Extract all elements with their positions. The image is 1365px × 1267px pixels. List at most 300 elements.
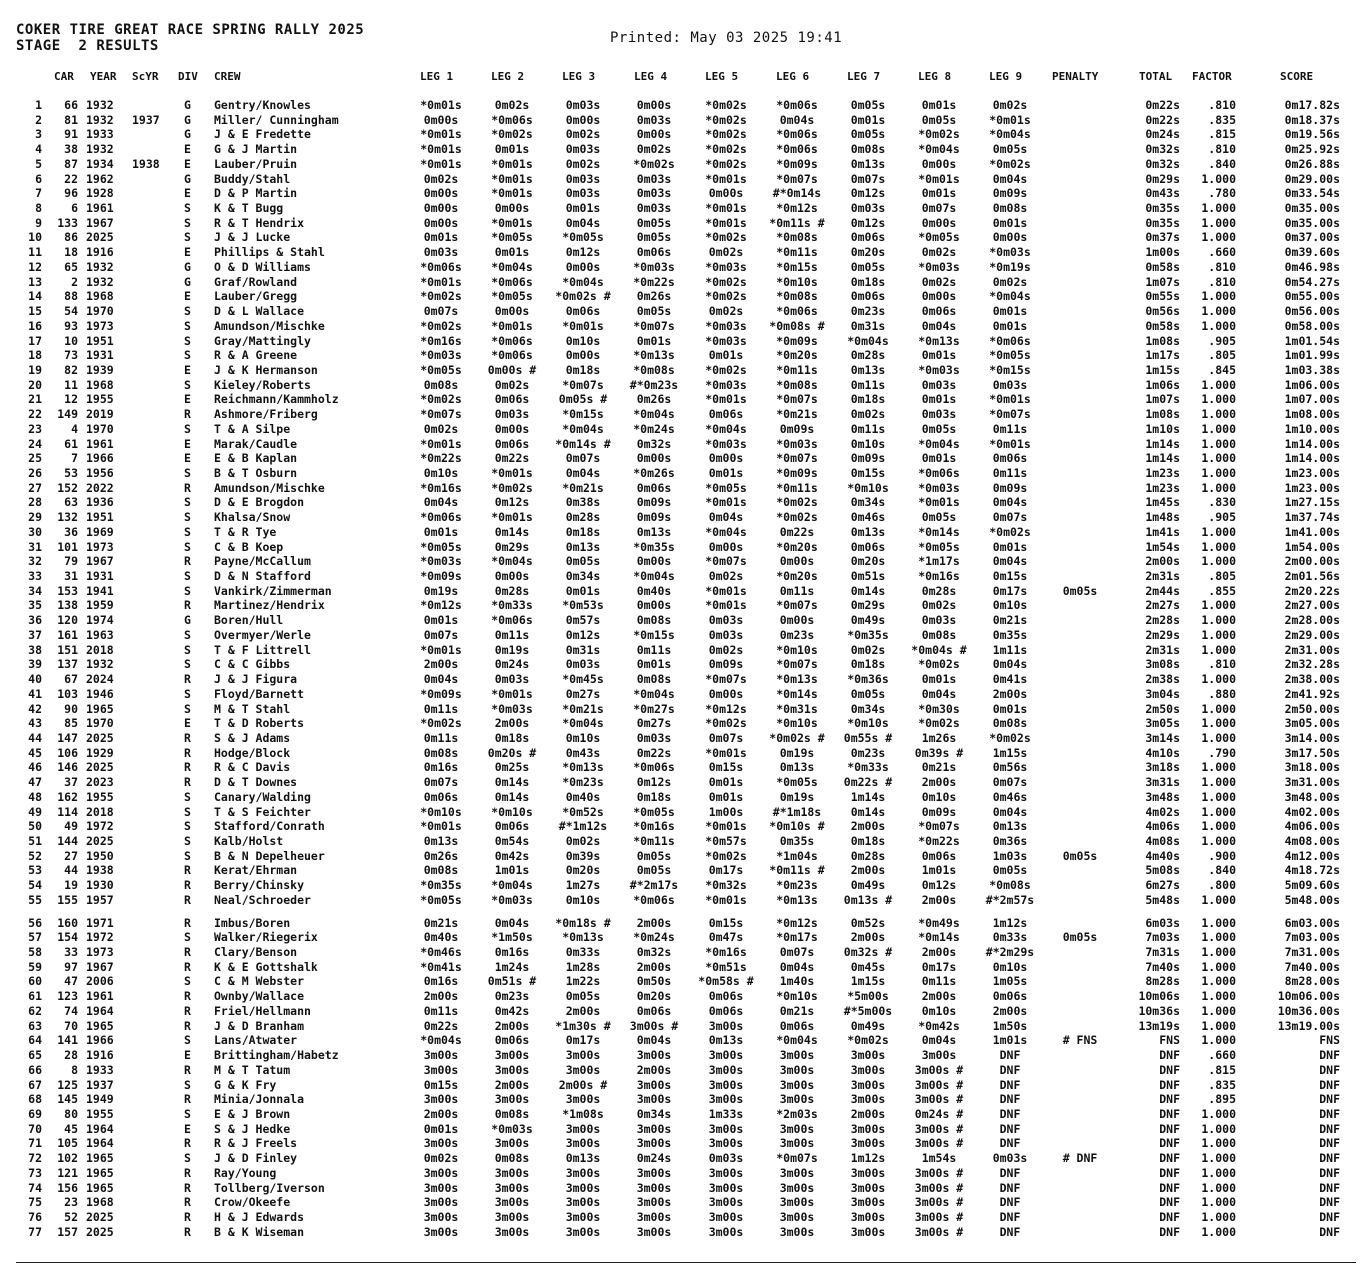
cell-factor: 1.000	[1201, 775, 1236, 790]
cell-place: 20	[28, 377, 42, 392]
cell-leg6: *0m07s	[776, 598, 818, 613]
cell-leg2: 0m06s	[494, 436, 530, 451]
cell-leg7: 2m00s	[850, 930, 886, 945]
cell-leg1: 3m00s	[423, 1062, 459, 1077]
cell-leg6: *0m13s	[776, 892, 818, 907]
cell-leg4: 0m01s	[636, 657, 672, 672]
cell-total: 6m03s	[1145, 915, 1180, 930]
cell-total: 1m07s	[1145, 392, 1180, 407]
cell-leg7: 0m02s	[850, 642, 886, 657]
cell-total: DNF	[1159, 1180, 1180, 1195]
cell-leg3: 0m20s	[565, 863, 601, 878]
cell-leg1: 2m00s	[423, 989, 459, 1004]
cell-leg6: *0m14s	[776, 686, 818, 701]
cell-div: R	[184, 672, 191, 687]
cell-total: DNF	[1159, 1165, 1180, 1180]
cell-total: 2m29s	[1145, 627, 1180, 642]
cell-leg7: 0m45s	[850, 959, 886, 974]
cell-car: 138	[57, 598, 78, 613]
cell-car: 153	[57, 583, 78, 598]
cell-leg7: 0m51s	[850, 569, 886, 584]
cell-place: 50	[28, 819, 42, 834]
cell-place: 22	[28, 407, 42, 422]
cell-car: 91	[64, 127, 78, 142]
cell-year: 1969	[86, 524, 114, 539]
cell-place: 7	[35, 186, 42, 201]
cell-leg9: DNF	[999, 1195, 1021, 1210]
cell-leg5: 0m02s	[708, 642, 744, 657]
cell-leg3: 0m01s	[565, 583, 601, 598]
cell-leg5: 3m00s	[708, 1048, 744, 1063]
cell-leg5: 3m00s	[708, 1018, 744, 1033]
cell-year: 1966	[86, 1033, 114, 1048]
cell-leg8: *0m16s	[918, 569, 960, 584]
col-leg6: LEG 6	[776, 70, 810, 83]
cell-leg4: 3m00s	[636, 1165, 672, 1180]
cell-total: 1m10s	[1145, 421, 1180, 436]
cell-leg6: 3m00s	[779, 1180, 815, 1195]
cell-place: 17	[28, 333, 42, 348]
cell-factor: .790	[1208, 745, 1236, 760]
cell-factor: 1.000	[1201, 466, 1236, 480]
cell-leg2: 0m19s	[494, 642, 530, 657]
cell-leg3: 0m03s	[565, 98, 601, 112]
cell-crew: Lans/Atwater	[214, 1033, 298, 1048]
cell-total: 3m14s	[1145, 730, 1180, 745]
cell-leg4: 3m00s	[636, 1180, 672, 1195]
cell-leg1: 0m00s	[423, 186, 459, 201]
cell-leg2: *0m06s	[491, 274, 533, 289]
cell-leg9: 1m50s	[992, 1018, 1028, 1033]
cell-leg3: *0m02s #	[555, 289, 611, 304]
cell-year: 1965	[86, 1151, 114, 1166]
cell-div: G	[184, 613, 191, 628]
cell-factor: 1.000	[1201, 945, 1236, 960]
col-leg4: LEG 4	[634, 70, 668, 83]
cell-place: 21	[28, 392, 42, 407]
cell-leg1: *0m35s	[420, 878, 462, 893]
cell-leg2: 0m08s	[494, 1106, 530, 1121]
cell-leg7: 0m03s	[850, 201, 886, 216]
cell-year: 2025	[86, 834, 114, 848]
cell-leg9: 0m01s	[992, 701, 1028, 716]
cell-place: 61	[28, 989, 42, 1004]
cell-leg2: 0m16s	[494, 945, 530, 960]
cell-crew: Lauber/Gregg	[214, 289, 298, 304]
cell-div: R	[184, 1092, 191, 1107]
cell-leg8: 1m26s	[921, 730, 957, 745]
cell-leg9: DNF	[999, 1180, 1021, 1195]
cell-score: 0m35.00s	[1284, 201, 1340, 216]
cell-leg1: 0m07s	[423, 304, 459, 319]
cell-score: 1m01.99s	[1284, 348, 1340, 363]
cell-car: 85	[64, 716, 78, 731]
cell-leg8: 0m04s	[921, 1033, 957, 1048]
cell-leg7: 0m20s	[850, 554, 886, 569]
cell-leg6: *0m17s	[776, 930, 818, 945]
cell-crew: M & T Tatum	[214, 1062, 291, 1077]
col-leg1: LEG 1	[420, 70, 454, 83]
cell-place: 27	[28, 480, 42, 495]
cell-leg3: *1m30s #	[555, 1018, 611, 1033]
cell-leg4: *0m07s	[633, 318, 675, 333]
cell-leg4: 3m00s	[636, 1224, 672, 1239]
cell-div: R	[184, 1180, 191, 1195]
cell-leg3: 0m00s	[565, 348, 601, 363]
cell-crew: Canary/Walding	[214, 789, 311, 804]
cell-car: 18	[64, 245, 78, 260]
cell-leg8: 0m07s	[921, 201, 957, 216]
cell-leg4: 0m05s	[636, 848, 672, 863]
cell-car: 66	[64, 98, 78, 112]
cell-year: 1973	[86, 318, 114, 333]
cell-leg2: *0m01s	[491, 215, 533, 230]
cell-leg1: 0m02s	[423, 171, 459, 186]
cell-leg3: 1m28s	[565, 959, 601, 974]
cell-car: 47	[64, 974, 78, 989]
cell-leg4: 0m18s	[636, 789, 672, 804]
cell-leg4: 0m06s	[636, 1003, 672, 1018]
cell-factor: 1.000	[1201, 524, 1236, 539]
cell-place: 19	[28, 362, 42, 377]
cell-leg2: 0m18s	[494, 730, 530, 745]
cell-leg8: 0m01s	[921, 98, 957, 112]
cell-place: 64	[28, 1033, 42, 1048]
cell-leg6: *0m15s	[776, 259, 818, 274]
cell-leg7: 0m49s	[850, 613, 886, 628]
cell-leg8: 0m00s	[921, 289, 957, 304]
cell-leg1: 0m11s	[423, 701, 459, 716]
cell-div: R	[184, 1062, 191, 1077]
cell-car: 28	[64, 1048, 78, 1063]
cell-leg2: 0m51s #	[487, 974, 537, 989]
cell-score: 4m18.72s	[1284, 863, 1340, 878]
cell-leg6: *0m20s	[776, 348, 818, 363]
cell-leg7: 0m49s	[850, 878, 886, 893]
cell-leg2: 0m08s	[494, 1151, 530, 1166]
cell-year: 1946	[86, 686, 114, 701]
cell-leg7: 0m13s	[850, 524, 886, 539]
cell-score: 1m08.00s	[1284, 407, 1340, 422]
cell-leg6: *0m10s	[776, 716, 818, 731]
cell-place: 37	[28, 627, 42, 642]
cell-year: 1932	[86, 142, 114, 157]
cell-crew: T & D Roberts	[214, 716, 305, 731]
cell-total: DNF	[1159, 1092, 1180, 1107]
col-leg8: LEG 8	[918, 70, 952, 83]
cell-score: 7m40.00s	[1284, 959, 1340, 974]
cell-div: E	[184, 142, 191, 157]
cell-leg5: 1m00s	[708, 804, 744, 819]
cell-leg7: 0m05s	[850, 686, 886, 701]
cell-crew: Ray/Young	[214, 1165, 277, 1180]
cell-leg8: *0m14s	[918, 524, 960, 539]
cell-leg7: *0m35s	[847, 627, 889, 642]
cell-div: S	[184, 974, 191, 989]
cell-leg4: 0m22s	[636, 745, 672, 760]
cell-total: 1m14s	[1145, 436, 1180, 451]
cell-leg5: 3m00s	[708, 1077, 744, 1092]
cell-year: 1955	[86, 1106, 114, 1121]
cell-total: 4m02s	[1145, 804, 1180, 819]
cell-leg7: 3m00s	[850, 1121, 886, 1136]
cell-leg3: 0m33s	[565, 945, 601, 960]
cell-div: S	[184, 215, 191, 230]
cell-leg7: 3m00s	[850, 1092, 886, 1107]
cell-score: 4m06.00s	[1284, 819, 1340, 834]
cell-place: 57	[28, 930, 42, 945]
cell-score: 7m03.00s	[1284, 930, 1340, 945]
cell-crew: O & D Williams	[214, 259, 311, 274]
cell-factor: 1.000	[1201, 930, 1236, 945]
cell-year: 1973	[86, 539, 114, 554]
cell-factor: 1.000	[1201, 1003, 1236, 1018]
cell-leg5: 0m07s	[708, 730, 744, 745]
cell-div: G	[184, 112, 191, 127]
cell-leg8: 0m09s	[921, 804, 957, 819]
cell-leg3: *0m21s	[562, 701, 604, 716]
cell-leg9: 0m21s	[992, 613, 1028, 628]
cell-crew: B & N Depelheuer	[214, 848, 325, 863]
cell-leg4: 0m00s	[636, 451, 672, 466]
cell-total: 3m48s	[1145, 789, 1180, 804]
cell-leg7: 3m00s	[850, 1180, 886, 1195]
printed-timestamp: Printed: May 03 2025 19:41	[610, 30, 843, 46]
cell-factor: 1.000	[1201, 1106, 1236, 1121]
cell-leg5: 0m02s	[708, 304, 744, 319]
cell-year: 1933	[86, 127, 114, 142]
cell-leg8: *0m02s	[918, 657, 960, 672]
cell-leg2: 0m28s	[494, 583, 530, 598]
cell-score: 1m23.00s	[1284, 466, 1340, 480]
cell-leg5: 0m00s	[708, 686, 744, 701]
cell-score: 6m03.00s	[1284, 915, 1340, 930]
cell-year: 1970	[86, 716, 114, 731]
cell-leg8: 0m21s	[921, 760, 957, 775]
cell-leg5: *0m02s	[705, 848, 747, 863]
cell-year: 2025	[86, 760, 114, 775]
cell-place: 5	[35, 156, 42, 171]
cell-score: 1m23.00s	[1284, 480, 1340, 495]
cell-div: R	[184, 1018, 191, 1033]
cell-leg3: *0m15s	[562, 407, 604, 422]
cell-leg2: *0m33s	[491, 598, 533, 613]
cell-leg7: 3m00s	[850, 1195, 886, 1210]
cell-penalty: 0m05s	[1062, 930, 1098, 945]
cell-car: 54	[64, 304, 78, 319]
cell-score: 10m36.00s	[1277, 1003, 1340, 1018]
cell-year: 1961	[86, 436, 114, 451]
cell-leg1: 3m00s	[423, 1165, 459, 1180]
cell-leg3: *0m07s	[562, 377, 604, 392]
cell-total: 4m40s	[1145, 848, 1180, 863]
cell-leg9: 0m07s	[992, 510, 1028, 525]
cell-car: 157	[57, 1224, 78, 1239]
cell-score: 1m01.54s	[1284, 333, 1340, 348]
cell-div: R	[184, 878, 191, 893]
cell-year: 2025	[86, 730, 114, 745]
cell-leg9: *0m02s	[989, 156, 1031, 171]
cell-factor: .810	[1208, 274, 1236, 289]
cell-leg6: 0m11s	[779, 583, 815, 598]
cell-leg6: 0m13s	[779, 760, 815, 775]
cell-leg3: 0m40s	[565, 789, 601, 804]
cell-car: 90	[64, 701, 78, 716]
cell-crew: Tollberg/Iverson	[214, 1180, 325, 1195]
cell-crew: R & C Davis	[214, 760, 291, 775]
cell-leg6: *0m11s	[776, 480, 818, 495]
cell-total: DNF	[1159, 1151, 1180, 1166]
cell-div: S	[184, 657, 191, 672]
cell-leg7: 0m07s	[850, 171, 886, 186]
cell-leg1: 0m01s	[423, 613, 459, 628]
cell-crew: Gentry/Knowles	[214, 98, 311, 112]
cell-leg1: 0m08s	[423, 863, 459, 878]
cell-leg6: *0m11s #	[769, 215, 825, 230]
cell-leg4: 0m03s	[636, 171, 672, 186]
cell-year: 1950	[86, 848, 114, 863]
cell-factor: .830	[1208, 495, 1236, 510]
cell-leg8: 0m03s	[921, 613, 957, 628]
cell-score: 2m01.56s	[1284, 569, 1340, 584]
cell-leg5: *0m07s	[705, 672, 747, 687]
col-scyr: ScYR	[132, 70, 159, 83]
cell-leg3: 0m13s	[565, 1151, 601, 1166]
cell-car: 80	[64, 1106, 78, 1121]
cell-div: S	[184, 834, 191, 848]
cell-leg9: *0m07s	[989, 407, 1031, 422]
cell-leg9: DNF	[999, 1165, 1021, 1180]
cell-crew: Boren/Hull	[214, 613, 284, 628]
cell-leg6: *0m04s	[776, 1033, 818, 1048]
cell-factor: 1.000	[1201, 1195, 1236, 1210]
cell-leg8: 2m00s	[921, 989, 957, 1004]
cell-factor: 1.000	[1201, 1136, 1236, 1151]
cell-leg3: 0m10s	[565, 892, 601, 907]
cell-leg2: 0m01s	[494, 142, 530, 157]
col-leg9: LEG 9	[989, 70, 1023, 83]
cell-leg4: 0m00s	[636, 598, 672, 613]
cell-leg6: *0m09s	[776, 156, 818, 171]
cell-crew: D & L Wallace	[214, 304, 305, 319]
cell-score: 0m37.00s	[1284, 230, 1340, 245]
cell-crew: Kieley/Roberts	[214, 377, 311, 392]
cell-leg5: 0m09s	[708, 657, 744, 672]
cell-place: 16	[28, 318, 42, 333]
cell-factor: 1.000	[1201, 834, 1236, 848]
cell-leg9: 0m35s	[992, 627, 1028, 642]
cell-crew: Vankirk/Zimmerman	[214, 583, 332, 598]
cell-factor: 1.000	[1201, 613, 1236, 628]
cell-leg5: 3m00s	[708, 1136, 744, 1151]
cell-leg1: 0m04s	[423, 672, 459, 687]
cell-year: 1972	[86, 819, 114, 834]
cell-leg6: *0m11s #	[769, 863, 825, 878]
cell-crew: R & A Greene	[214, 348, 298, 363]
cell-leg7: 0m22s #	[843, 775, 893, 790]
cell-leg9: *0m05s	[989, 348, 1031, 363]
cell-factor: 1.000	[1201, 201, 1236, 216]
cell-total: 1m15s	[1145, 362, 1180, 377]
cell-leg9: 0m04s	[992, 554, 1028, 569]
cell-total: 4m08s	[1145, 834, 1180, 848]
cell-leg5: *0m01s	[705, 892, 747, 907]
cell-div: S	[184, 1033, 191, 1048]
cell-div: S	[184, 304, 191, 319]
cell-place: 55	[28, 892, 42, 907]
cell-leg5: *0m03s	[705, 259, 747, 274]
cell-leg6: *0m06s	[776, 127, 818, 142]
cell-place: 25	[28, 451, 42, 466]
cell-score: 0m33.54s	[1284, 186, 1340, 201]
cell-leg9: 0m56s	[992, 760, 1028, 775]
cell-leg9: DNF	[999, 1224, 1021, 1239]
cell-leg3: *0m13s	[562, 930, 604, 945]
cell-leg9: *0m06s	[989, 333, 1031, 348]
cell-factor: .660	[1208, 245, 1236, 260]
cell-div: R	[184, 915, 191, 930]
cell-leg4: 3m00s	[636, 1121, 672, 1136]
cell-year: 1964	[86, 1121, 114, 1136]
cell-place: 73	[28, 1165, 42, 1180]
cell-leg1: 0m16s	[423, 974, 459, 989]
cell-leg1: *0m01s	[420, 819, 462, 834]
cell-place: 40	[28, 672, 42, 687]
cell-total: 10m06s	[1138, 989, 1180, 1004]
cell-leg1: *0m05s	[420, 362, 462, 377]
cell-leg9: 0m08s	[992, 716, 1028, 731]
cell-leg2: *0m02s	[491, 480, 533, 495]
cell-leg9: 1m03s	[992, 848, 1028, 863]
cell-year: 2023	[86, 775, 114, 790]
cell-leg9: *0m08s	[989, 878, 1031, 893]
cell-leg7: 0m12s	[850, 186, 886, 201]
cell-year: 1957	[86, 892, 114, 907]
cell-total: 2m00s	[1145, 554, 1180, 569]
cell-div: S	[184, 583, 191, 598]
cell-leg7: 0m18s	[850, 657, 886, 672]
cell-total: 4m06s	[1145, 819, 1180, 834]
cell-leg8: 1m54s	[921, 1151, 957, 1166]
cell-year: 2022	[86, 480, 114, 495]
cell-leg5: 3m00s	[708, 1195, 744, 1210]
cell-leg2: *0m03s	[491, 892, 533, 907]
cell-year: 1932	[86, 274, 114, 289]
cell-leg7: 0m05s	[850, 259, 886, 274]
cell-leg7: 0m49s	[850, 1018, 886, 1033]
cell-leg3: *0m53s	[562, 598, 604, 613]
cell-factor: 1.000	[1201, 760, 1236, 775]
cell-total: DNF	[1159, 1224, 1180, 1239]
cell-crew: Berry/Chinsky	[214, 878, 305, 893]
cell-car: 37	[64, 775, 78, 790]
cell-year: 2018	[86, 642, 114, 657]
cell-leg5: 0m13s	[708, 1033, 744, 1048]
cell-leg9: 1m01s	[992, 1033, 1028, 1048]
cell-leg9: *0m01s	[989, 392, 1031, 407]
cell-leg3: *0m45s	[562, 672, 604, 687]
cell-leg9: 0m01s	[992, 215, 1028, 230]
cell-car: 86	[64, 230, 78, 245]
cell-leg5: *0m58s #	[698, 974, 754, 989]
cell-leg6: *0m12s	[776, 201, 818, 216]
cell-score: 1m37.74s	[1284, 510, 1340, 525]
cell-leg4: *0m04s	[633, 569, 675, 584]
cell-leg6: *0m06s	[776, 304, 818, 319]
cell-crew: Amundson/Mischke	[214, 318, 325, 333]
cell-factor: 1.000	[1201, 318, 1236, 333]
cell-year: 1965	[86, 701, 114, 716]
